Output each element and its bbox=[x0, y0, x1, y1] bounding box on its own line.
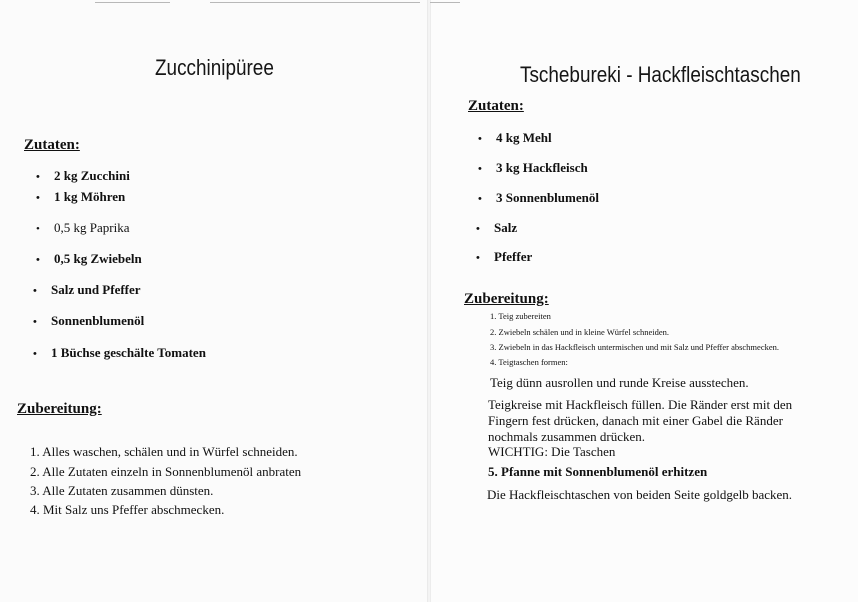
ingredient-item: • Sonnenblumenöl bbox=[33, 313, 145, 328]
scan-edge-line bbox=[210, 2, 420, 3]
step-item: 4. Mit Salz uns Pfeffer abschmecken. bbox=[30, 502, 225, 517]
ingredients-heading: Zutaten: bbox=[468, 98, 524, 114]
preparation-heading: Zubereitung: bbox=[17, 401, 102, 417]
recipe-title: Zucchinipüree bbox=[155, 55, 274, 80]
ingredient-item: • 0,5 kg Zwiebeln bbox=[36, 251, 142, 266]
instruction-line: WICHTIG: Die Taschen bbox=[488, 444, 616, 459]
instruction-line: Teig dünn ausrollen und runde Kreise ausstechen. bbox=[490, 375, 749, 390]
step-item: 1. Alles waschen, schälen und in Würfel schneiden. bbox=[30, 444, 298, 459]
instruction-line: Fingern fest drücken, danach mit einer Gabel die Ränder bbox=[488, 413, 783, 428]
ingredient-item: • 4 kg Mehl bbox=[478, 130, 552, 145]
step-item: 2. Alle Zutaten einzeln in Sonnenblumenöl anbraten bbox=[30, 464, 302, 479]
step-item: 2. Zwiebeln schälen und in kleine Würfel schneiden. bbox=[490, 327, 669, 337]
ingredient-item: • 0,5 kg Paprika bbox=[36, 220, 130, 235]
ingredient-item: • 2 kg Zucchini bbox=[36, 168, 130, 183]
recipe-title: Tschebureki - Hackfleischtaschen bbox=[520, 62, 801, 87]
ingredient-item: • Pfeffer bbox=[476, 249, 533, 264]
ingredient-item: • 1 Büchse geschälte Tomaten bbox=[33, 345, 206, 360]
step-item: 3. Zwiebeln in das Hackfleisch untermischen und mit Salz und Pfeffer abschmecken. bbox=[490, 342, 779, 352]
preparation-heading: Zubereitung: bbox=[464, 291, 549, 307]
instruction-line: 5. Pfanne mit Sonnenblumenöl erhitzen bbox=[488, 464, 708, 479]
scan-edge-line bbox=[95, 2, 170, 3]
instruction-line: Die Hackfleischtaschen von beiden Seite goldgelb backen. bbox=[487, 487, 793, 502]
step-item: 3. Alle Zutaten zusammen dünsten. bbox=[30, 483, 214, 498]
instruction-line: nochmals zusammen drücken. bbox=[488, 429, 646, 444]
instruction-line: Teigkreise mit Hackfleisch füllen. Die Ränder erst mit den bbox=[488, 397, 793, 412]
step-item: 4. Teigtaschen formen: bbox=[490, 357, 568, 367]
ingredient-item: • 3 Sonnenblumenöl bbox=[478, 190, 599, 205]
ingredient-item: • 3 kg Hackfleisch bbox=[478, 160, 588, 175]
ingredient-item: • 1 kg Möhren bbox=[36, 189, 126, 204]
scan-edge-line bbox=[430, 2, 460, 3]
ingredient-item: • Salz und Pfeffer bbox=[33, 282, 141, 297]
step-item: 1. Teig zubereiten bbox=[490, 311, 551, 321]
ingredient-item: • Salz bbox=[476, 220, 518, 235]
ingredients-heading: Zutaten: bbox=[24, 137, 80, 153]
page-gutter bbox=[427, 0, 431, 602]
